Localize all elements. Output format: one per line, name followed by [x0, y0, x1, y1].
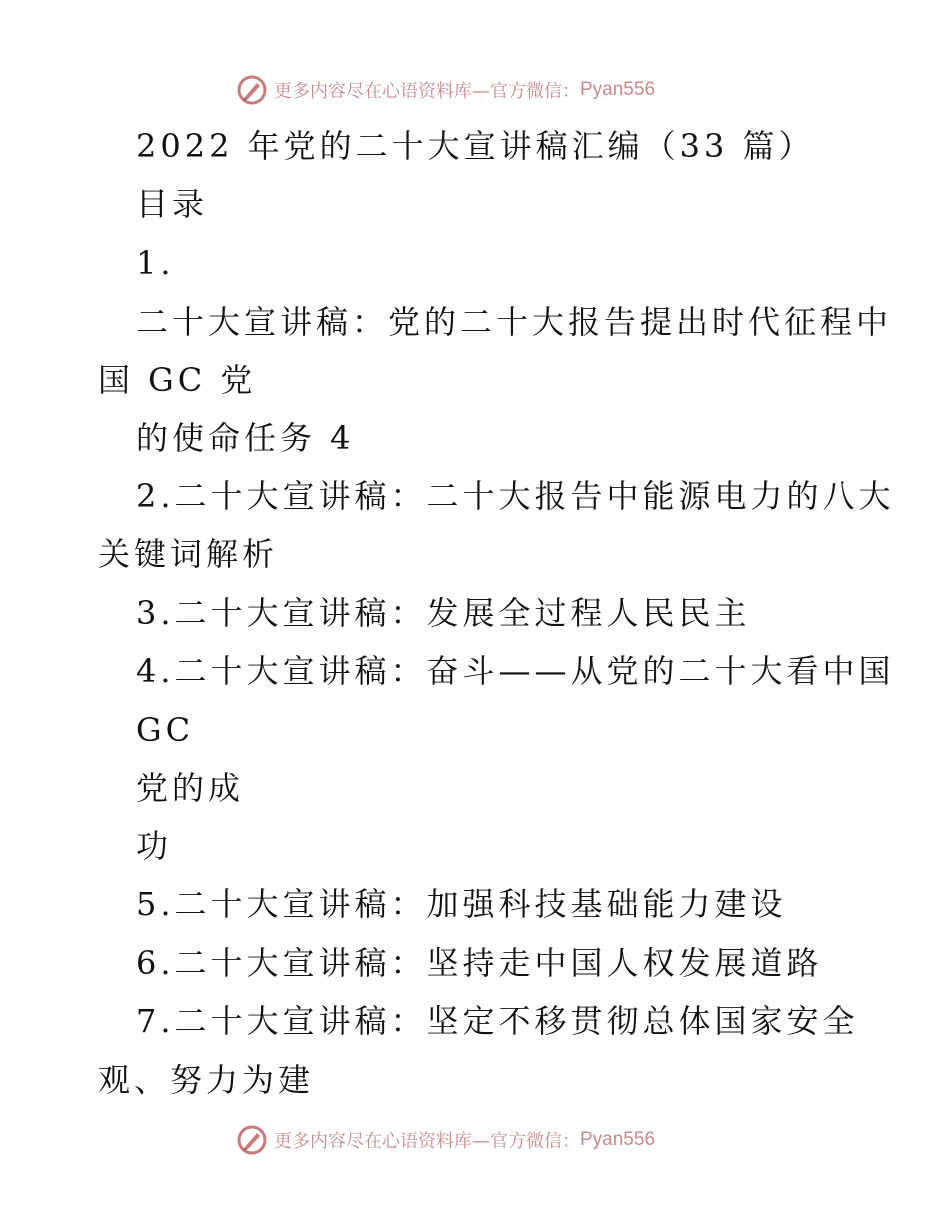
- toc-line: 关键词解析: [98, 535, 279, 573]
- toc-line: 功: [136, 827, 173, 865]
- header-watermark: [236, 72, 655, 108]
- toc-line: GC: [136, 711, 195, 749]
- pen-logo-icon: [236, 74, 268, 106]
- toc-line: 党的成: [136, 769, 245, 807]
- watermark-wechat-id: Pyan556: [580, 1129, 656, 1150]
- toc-line: 5.二十大宣讲稿：加强科技基础能力建设: [136, 885, 787, 923]
- toc-line: 2.二十大宣讲稿：二十大报告中能源电力的八大: [136, 477, 895, 515]
- toc-line: 国 GC 党: [98, 361, 257, 399]
- toc-line: 6.二十大宣讲稿：坚持走中国人权发展道路: [136, 944, 823, 982]
- watermark-text: 更多内容尽在心语资料库—官方微信：: [274, 81, 580, 102]
- toc-line: 的使命任务 4: [136, 419, 355, 457]
- pen-logo-icon: [236, 1124, 268, 1156]
- toc-line: 7.二十大宣讲稿：坚定不移贯彻总体国家安全: [136, 1002, 859, 1040]
- toc-line: 3.二十大宣讲稿：发展全过程人民民主: [136, 594, 751, 632]
- toc-line: 1.: [136, 244, 175, 282]
- doc-title: 2022 年党的二十大宣讲稿汇编（33 篇）: [136, 127, 815, 165]
- toc-line: 观、努力为建: [98, 1061, 315, 1099]
- toc-heading: 目录: [136, 185, 209, 223]
- watermark-text: 更多内容尽在心语资料库—官方微信：: [274, 1131, 580, 1152]
- toc-line: 4.二十大宣讲稿：奋斗——从党的二十大看中国: [136, 652, 895, 690]
- toc-line: 二十大宣讲稿：党的二十大报告提出时代征程中: [136, 303, 893, 341]
- watermark-wechat-id: Pyan556: [580, 79, 656, 100]
- footer-watermark: [236, 1122, 655, 1158]
